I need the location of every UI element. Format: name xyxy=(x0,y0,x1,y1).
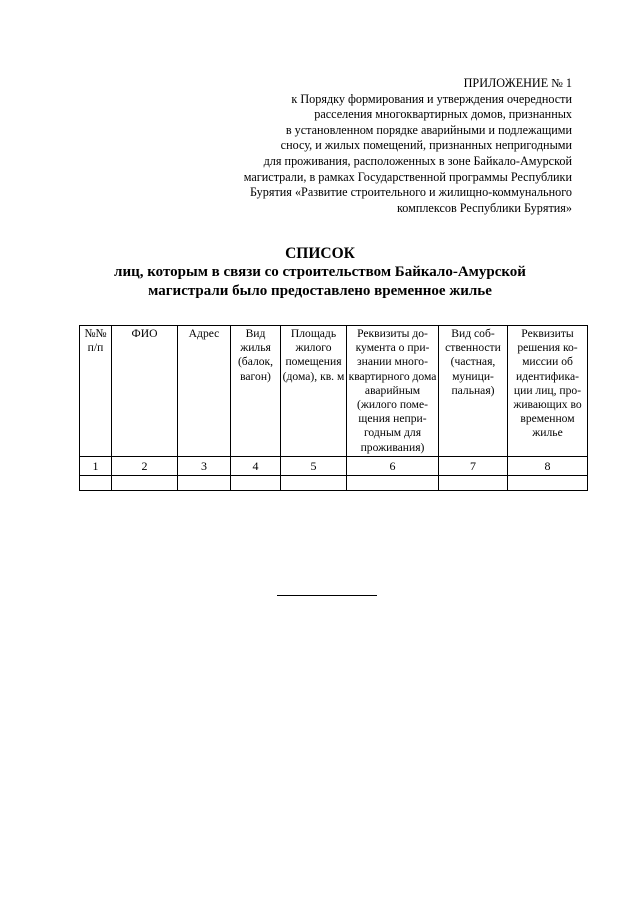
persons-table xyxy=(79,325,588,491)
closing-rule-line xyxy=(277,595,377,596)
appendix-line: расселения многоквартирных домов, признанных xyxy=(314,107,572,122)
column-number: 6 xyxy=(347,456,439,475)
appendix-line: ПРИЛОЖЕНИЕ № 1 xyxy=(463,76,572,90)
table-cell xyxy=(80,475,112,490)
table-row xyxy=(80,475,588,490)
column-number: 5 xyxy=(281,456,347,475)
column-number: 1 xyxy=(80,456,112,475)
appendix-line: Бурятия «Развитие строительного и жилищно-коммунального xyxy=(249,185,572,200)
page-title: СПИСОК xyxy=(285,245,355,262)
document-title xyxy=(0,244,640,301)
column-header-name: ФИО xyxy=(112,326,178,457)
appendix-line: в установленном порядке аварийными и подлежащими xyxy=(285,122,572,137)
column-number: 2 xyxy=(112,456,178,475)
appendix-line: к Порядку формирования и утверждения очередности xyxy=(291,91,572,106)
appendix-line: для проживания, расположенных в зоне Байкало-Амурской xyxy=(263,153,572,168)
column-header-commission-decision: Реквизиты решения ко-миссии об идентифика-ции лиц, про-живающих во временном жилье xyxy=(508,326,588,457)
table-cell xyxy=(281,475,347,490)
column-header-address: Адрес xyxy=(178,326,231,457)
appendix-line: магистрали, в рамках Государственной программы Республики xyxy=(243,169,572,184)
table-cell xyxy=(231,475,281,490)
table-cell xyxy=(439,475,508,490)
column-header-area: Площадь жилого помещения (дома), кв. м xyxy=(281,326,347,457)
appendix-line: комплексов Республики Бурятия» xyxy=(396,200,572,215)
column-number-row xyxy=(80,456,588,475)
table-cell xyxy=(112,475,178,490)
column-header-emergency-document: Реквизиты до-кумента о при-знании много-квартирного дома аварийным (жилого поме-щения непри-годным для проживания) xyxy=(347,326,439,457)
appendix-line: сносу, и жилых помещений, признанных непригодными xyxy=(280,138,572,153)
column-header-number: №№ п/п xyxy=(80,326,112,457)
column-number: 7 xyxy=(439,456,508,475)
appendix-header xyxy=(192,76,572,216)
subtitle-line: магистрали было предоставлено временное жилье xyxy=(148,283,492,299)
table-cell xyxy=(347,475,439,490)
column-number: 8 xyxy=(508,456,588,475)
column-number: 4 xyxy=(231,456,281,475)
subtitle-line: лиц, которым в связи со строительством Байкало-Амурской xyxy=(114,264,526,280)
column-header-ownership: Вид соб-ственности (частная, муници-пальная) xyxy=(439,326,508,457)
table-cell xyxy=(178,475,231,490)
table-header-row xyxy=(80,326,588,457)
column-number: 3 xyxy=(178,456,231,475)
table-cell xyxy=(508,475,588,490)
column-header-housing-type: Вид жилья (балок, вагон) xyxy=(231,326,281,457)
